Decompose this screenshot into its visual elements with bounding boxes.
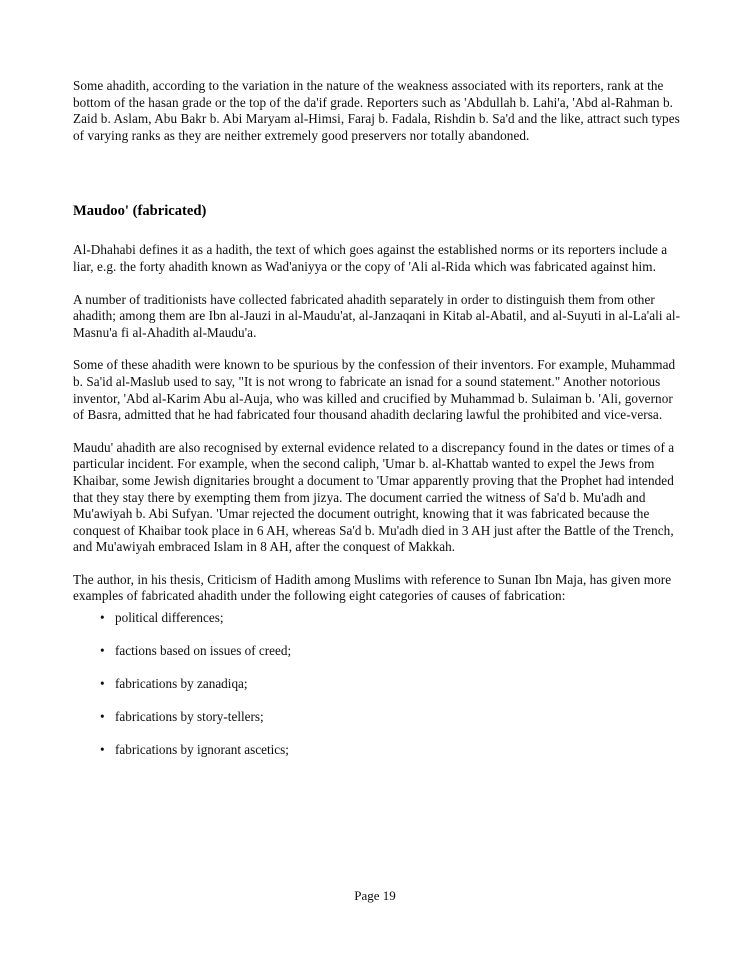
list-item-label: fabrications by ignorant ascetics;	[115, 742, 289, 758]
page-content	[73, 78, 681, 776]
bullet-icon: •	[100, 709, 105, 725]
fabrication-causes-list	[73, 610, 681, 759]
list-item-label: political differences;	[115, 610, 224, 626]
paragraph-definition: Al-Dhahabi defines it as a hadith, the text of which goes against the established norms or its reporters include a liar, e.g. the forty ahadith known as Wad'aniyya or the copy of 'Ali al-Rida which was fabricated against him.	[73, 242, 668, 274]
paragraph-confessions: Some of these ahadith were known to be spurious by the confession of their inventors. For example, Muhammad b. Sa'id al-Maslub used to say, "It is not wrong to fabricate an isnad for a sound statement." Another notorious inventor, 'Abd al-Karim Abu al-Auja, who was killed and crucified by Muhammad b. Sulaiman b. 'Ali, governor of Basra, admitted that he had fabricated four thousand ahadith declaring lawful the prohibited and vice-versa.	[73, 357, 676, 423]
list-item	[73, 709, 681, 726]
section-heading: Maudoo' (fabricated)	[73, 203, 207, 220]
bullet-icon: •	[100, 643, 105, 659]
section-spacer	[73, 160, 681, 202]
paragraph-thesis-intro: The author, in his thesis, Criticism of Hadith among Muslims with reference to Sunan Ibn Maja, has given more examples of fabricated ahadith under the following eight categories of causes of fabrication:	[73, 571, 672, 604]
intro-paragraph: Some ahadith, according to the variation in the nature of the weakness associated with its reporters, rank at the bottom of the hasan grade or the top of the da'if grade. Reporters such as 'Abdullah b. Lahi'a, 'Abd al-Rahman b. Zaid b. Aslam, Abu Bakr b. Abi Maryam al-Himsi, Faraj b. Fadala, Rishdin b. Sa'd and the like, attract such types of varying ranks as they are neither extremely good preservers nor totally abandoned.	[73, 78, 680, 143]
list-item-label: factions based on issues of creed;	[115, 643, 292, 659]
bullet-icon: •	[100, 742, 105, 758]
list-item-label: fabrications by story-tellers;	[115, 709, 264, 725]
list-item	[73, 643, 681, 660]
list-item	[73, 610, 681, 627]
list-item-label: fabrications by zanadiqa;	[115, 676, 248, 692]
bullet-icon: •	[100, 610, 105, 626]
paragraph-collections: A number of traditionists have collected fabricated ahadith separately in order to distinguish them from other ahadith; among them are Ibn al-Jauzi in al-Maudu'at, al-Janzaqani in Kitab al-Abatil, and al-Suyuti in al-La'ali al-Masnu'a fi al-Ahadith al-Maudu'a.	[73, 291, 681, 340]
list-item	[73, 742, 681, 759]
bullet-icon: •	[100, 676, 105, 692]
page-footer: Page 19	[354, 888, 396, 903]
paragraph-external-evidence: Maudu' ahadith are also recognised by external evidence related to a discrepancy found in the dates or times of a particular incident. For example, when the second caliph, 'Umar b. al-Khattab wanted to expel the Jews from Khaibar, some Jewish dignitaries brought a document to 'Umar apparently proving that the Prophet had intended that they stay there by exempting them from jizya. The document carried the witness of Sa'd b. Mu'adh and Mu'awiyah b. Abi Sufyan. 'Umar rejected the document outright, knowing that it was fabricated because the conquest of Khaibar took place in 6 AH, whereas Sa'd b. Mu'adh died in 3 AH just after the Battle of the Trench, and Mu'awiyah embraced Islam in 8 AH, after the conquest of Makkah.	[73, 439, 675, 555]
list-item	[73, 676, 681, 693]
